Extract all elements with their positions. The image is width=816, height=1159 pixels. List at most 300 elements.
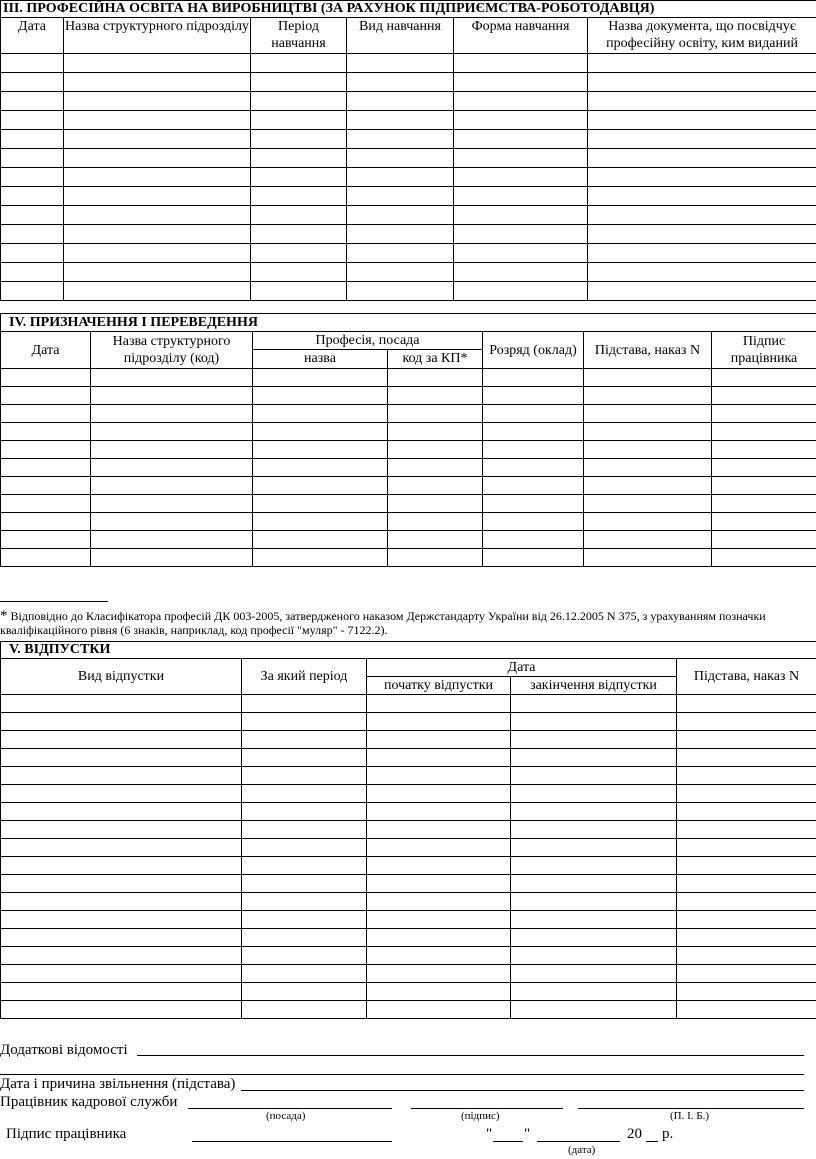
table-cell[interactable] [588, 263, 816, 282]
table-cell[interactable] [367, 695, 511, 713]
table-cell[interactable] [511, 857, 677, 875]
table-cell[interactable] [588, 225, 816, 244]
table-cell[interactable] [584, 513, 712, 531]
table-cell[interactable] [253, 531, 388, 549]
table-cell[interactable] [242, 875, 367, 893]
table-row [1, 947, 816, 965]
table-cell[interactable] [677, 767, 816, 785]
table-cell[interactable] [1, 206, 64, 225]
table-cell[interactable] [91, 495, 253, 513]
table-row [1, 857, 816, 875]
table-cell[interactable] [91, 441, 253, 459]
table-cell[interactable] [347, 92, 454, 111]
table-cell[interactable] [511, 947, 677, 965]
table-cell[interactable] [367, 947, 511, 965]
table-cell[interactable] [483, 405, 584, 423]
table-cell[interactable] [64, 168, 251, 187]
table-cell[interactable] [483, 423, 584, 441]
table-cell[interactable] [367, 767, 511, 785]
table-cell[interactable] [1, 244, 64, 263]
table-cell[interactable] [1, 713, 242, 731]
table-cell[interactable] [588, 130, 816, 149]
table-cell[interactable] [242, 911, 367, 929]
day-field[interactable] [493, 1141, 523, 1142]
table-cell[interactable] [367, 749, 511, 767]
table-cell[interactable] [1, 282, 64, 301]
table-cell[interactable] [511, 929, 677, 947]
table-cell[interactable] [1, 821, 242, 839]
header-basis: Підстава, наказ N [584, 332, 712, 369]
table-cell[interactable] [242, 839, 367, 857]
additional-info-field-2[interactable] [0, 1074, 804, 1075]
table-cell[interactable] [242, 713, 367, 731]
table-cell[interactable] [1, 387, 91, 405]
table-cell[interactable] [483, 459, 584, 477]
table-cell[interactable] [64, 187, 251, 206]
table-cell[interactable] [388, 405, 483, 423]
table-cell[interactable] [677, 785, 816, 803]
table-cell[interactable] [367, 965, 511, 983]
table-cell[interactable] [242, 785, 367, 803]
table-cell[interactable] [347, 168, 454, 187]
table-row [1, 803, 816, 821]
table-cell[interactable] [242, 947, 367, 965]
table-cell[interactable] [454, 92, 588, 111]
table-cell[interactable] [64, 263, 251, 282]
table-cell[interactable] [1, 369, 91, 387]
table-cell[interactable] [242, 965, 367, 983]
table-cell[interactable] [1, 875, 242, 893]
table-cell[interactable] [584, 459, 712, 477]
table-cell[interactable] [454, 149, 588, 168]
section3-body [1, 54, 816, 301]
table-cell[interactable] [511, 713, 677, 731]
table-cell[interactable] [251, 244, 347, 263]
table-cell[interactable] [588, 244, 816, 263]
table-cell[interactable] [242, 749, 367, 767]
table-cell[interactable] [347, 54, 454, 73]
table-cell[interactable] [367, 983, 511, 1001]
dismissal-field[interactable] [241, 1090, 804, 1091]
table-cell[interactable] [367, 803, 511, 821]
table-cell[interactable] [588, 149, 816, 168]
table-cell[interactable] [677, 821, 816, 839]
table-cell[interactable] [388, 369, 483, 387]
table-cell[interactable] [454, 187, 588, 206]
table-cell[interactable] [677, 965, 816, 983]
table-cell[interactable] [677, 857, 816, 875]
table-cell[interactable] [253, 405, 388, 423]
table-cell[interactable] [588, 92, 816, 111]
table-cell[interactable] [1, 405, 91, 423]
table-cell[interactable] [588, 73, 816, 92]
table-cell[interactable] [388, 477, 483, 495]
table-cell[interactable] [251, 168, 347, 187]
table-cell[interactable] [712, 513, 816, 531]
hr-position-field[interactable] [188, 1108, 392, 1109]
table-cell[interactable] [251, 282, 347, 301]
table-cell[interactable] [1, 441, 91, 459]
table-cell[interactable] [251, 187, 347, 206]
additional-info-label: Додаткові відомості [0, 1042, 128, 1058]
table-cell[interactable] [677, 893, 816, 911]
table-cell[interactable] [253, 477, 388, 495]
table-cell[interactable] [584, 441, 712, 459]
table-cell[interactable] [454, 111, 588, 130]
table-row [1, 387, 816, 405]
table-cell[interactable] [1, 423, 91, 441]
table-cell[interactable] [584, 369, 712, 387]
table-cell[interactable] [1, 459, 91, 477]
table-cell[interactable] [91, 459, 253, 477]
date-quote-open: " [486, 1126, 493, 1142]
table-cell[interactable] [454, 263, 588, 282]
table-row [1, 1001, 816, 1019]
table-cell[interactable] [454, 130, 588, 149]
table-cell[interactable] [242, 731, 367, 749]
table-cell[interactable] [1, 947, 242, 965]
table-cell[interactable] [511, 731, 677, 749]
table-cell[interactable] [242, 983, 367, 1001]
table-cell[interactable] [588, 206, 816, 225]
table-cell[interactable] [367, 1001, 511, 1019]
table-cell[interactable] [454, 54, 588, 73]
table-cell[interactable] [367, 839, 511, 857]
table-cell[interactable] [253, 495, 388, 513]
table-cell[interactable] [242, 803, 367, 821]
table-cell[interactable] [712, 369, 816, 387]
table-row [1, 369, 816, 387]
table-cell[interactable] [712, 423, 816, 441]
table-row [1, 206, 816, 225]
table-cell[interactable] [64, 54, 251, 73]
table-cell[interactable] [588, 282, 816, 301]
table-cell[interactable] [483, 369, 584, 387]
section5-body [1, 695, 816, 1019]
table-cell[interactable] [367, 929, 511, 947]
table-cell[interactable] [1, 731, 242, 749]
table-cell[interactable] [677, 1001, 816, 1019]
table-cell[interactable] [91, 405, 253, 423]
table-cell[interactable] [677, 695, 816, 713]
table-cell[interactable] [242, 767, 367, 785]
table-cell[interactable] [454, 73, 588, 92]
signature-caption: (підпис) [461, 1110, 500, 1122]
table-cell[interactable] [242, 893, 367, 911]
table-cell[interactable] [454, 244, 588, 263]
section4-title: IV. ПРИЗНАЧЕННЯ І ПЕРЕВЕДЕННЯ [1, 314, 816, 332]
table-cell[interactable] [367, 785, 511, 803]
table-cell[interactable] [677, 749, 816, 767]
hr-name-field[interactable] [578, 1108, 804, 1109]
header-leave-type: Вид відпустки [1, 659, 242, 695]
table-cell[interactable] [347, 73, 454, 92]
date-quote-close: " [524, 1126, 531, 1142]
table-cell[interactable] [712, 549, 816, 567]
table-cell[interactable] [584, 387, 712, 405]
table-cell[interactable] [253, 441, 388, 459]
table-cell[interactable] [1, 839, 242, 857]
table-cell[interactable] [511, 749, 677, 767]
table-cell[interactable] [64, 225, 251, 244]
table-cell[interactable] [388, 423, 483, 441]
table-cell[interactable] [253, 423, 388, 441]
date-caption: (дата) [568, 1144, 596, 1156]
table-cell[interactable] [347, 149, 454, 168]
table-cell[interactable] [712, 387, 816, 405]
table-cell[interactable] [1, 92, 64, 111]
table-cell[interactable] [1, 767, 242, 785]
table-row [1, 785, 816, 803]
table-cell[interactable] [64, 73, 251, 92]
table-cell[interactable] [511, 803, 677, 821]
table-cell[interactable] [1, 695, 242, 713]
table-cell[interactable] [584, 423, 712, 441]
section3-table [0, 0, 816, 301]
table-cell[interactable] [1, 513, 91, 531]
table-cell[interactable] [64, 149, 251, 168]
table-cell[interactable] [91, 423, 253, 441]
table-cell[interactable] [584, 477, 712, 495]
table-cell[interactable] [511, 785, 677, 803]
table-cell[interactable] [388, 459, 483, 477]
table-cell[interactable] [483, 477, 584, 495]
table-cell[interactable] [677, 911, 816, 929]
table-cell[interactable] [242, 695, 367, 713]
table-cell[interactable] [511, 767, 677, 785]
table-cell[interactable] [347, 244, 454, 263]
table-cell[interactable] [483, 531, 584, 549]
table-cell[interactable] [677, 803, 816, 821]
table-cell[interactable] [367, 911, 511, 929]
table-cell[interactable] [91, 513, 253, 531]
table-cell[interactable] [91, 387, 253, 405]
table-cell[interactable] [367, 875, 511, 893]
table-cell[interactable] [347, 130, 454, 149]
table-cell[interactable] [511, 695, 677, 713]
table-cell[interactable] [712, 477, 816, 495]
table-row [1, 405, 816, 423]
table-cell[interactable] [677, 947, 816, 965]
table-cell[interactable] [251, 225, 347, 244]
table-cell[interactable] [367, 893, 511, 911]
table-cell[interactable] [588, 54, 816, 73]
table-cell[interactable] [1, 857, 242, 875]
table-cell[interactable] [454, 168, 588, 187]
table-cell[interactable] [367, 857, 511, 875]
table-cell[interactable] [588, 168, 816, 187]
table-cell[interactable] [483, 495, 584, 513]
table-cell[interactable] [1, 149, 64, 168]
section3-title: ІІІ. ПРОФЕСІЙНА ОСВІТА НА ВИРОБНИЦТВІ (ЗА РАХУНОК ПІДПРИЄМСТВА-РОБОТОДАВЦЯ) [1, 1, 816, 18]
table-row [1, 225, 816, 244]
employee-signature-label: Підпис працівника [6, 1126, 127, 1142]
header-document: Назва документа, що посвідчує професійну освіту, ким виданий [588, 18, 816, 54]
table-cell[interactable] [511, 911, 677, 929]
table-cell[interactable] [253, 369, 388, 387]
table-cell[interactable] [388, 549, 483, 567]
table-cell[interactable] [1, 965, 242, 983]
table-cell[interactable] [712, 405, 816, 423]
table-cell[interactable] [1, 130, 64, 149]
table-cell[interactable] [347, 282, 454, 301]
table-cell[interactable] [347, 225, 454, 244]
header-leave-date: Дата [367, 659, 677, 677]
table-cell[interactable] [251, 73, 347, 92]
table-cell[interactable] [511, 839, 677, 857]
footnote-separator [0, 601, 108, 602]
table-cell[interactable] [483, 441, 584, 459]
header-leave-basis: Підстава, наказ N [677, 659, 816, 695]
table-cell[interactable] [1, 803, 242, 821]
table-row [1, 54, 816, 73]
table-cell[interactable] [454, 206, 588, 225]
section4-table [0, 313, 816, 567]
table-cell[interactable] [1, 531, 91, 549]
table-row [1, 911, 816, 929]
table-cell[interactable] [677, 839, 816, 857]
table-cell[interactable] [388, 495, 483, 513]
table-cell[interactable] [511, 893, 677, 911]
table-cell[interactable] [712, 441, 816, 459]
table-cell[interactable] [1, 1001, 242, 1019]
additional-info-field[interactable] [137, 1055, 804, 1056]
table-row [1, 929, 816, 947]
table-cell[interactable] [1, 893, 242, 911]
table-cell[interactable] [253, 513, 388, 531]
table-cell[interactable] [347, 187, 454, 206]
year-prefix: 20 [627, 1126, 642, 1142]
dismissal-label: Дата і причина звільнення (підстава) [0, 1076, 236, 1092]
table-cell[interactable] [1, 549, 91, 567]
table-cell[interactable] [64, 282, 251, 301]
table-cell[interactable] [367, 731, 511, 749]
table-cell[interactable] [64, 206, 251, 225]
table-row [1, 821, 816, 839]
table-cell[interactable] [483, 513, 584, 531]
table-cell[interactable] [253, 387, 388, 405]
table-cell[interactable] [483, 549, 584, 567]
employee-signature-field[interactable] [192, 1141, 392, 1142]
table-cell[interactable] [483, 387, 584, 405]
table-cell[interactable] [91, 531, 253, 549]
table-cell[interactable] [242, 929, 367, 947]
table-cell[interactable] [253, 459, 388, 477]
year-suffix: р. [662, 1126, 674, 1142]
table-cell[interactable] [1, 73, 64, 92]
table-cell[interactable] [511, 983, 677, 1001]
table-row [1, 983, 816, 1001]
header-profession-name: назва [253, 350, 388, 369]
table-cell[interactable] [91, 477, 253, 495]
table-cell[interactable] [712, 495, 816, 513]
hr-signature-field[interactable] [411, 1108, 563, 1109]
table-cell[interactable] [251, 111, 347, 130]
table-cell[interactable] [1, 495, 91, 513]
table-cell[interactable] [1, 168, 64, 187]
table-cell[interactable] [347, 111, 454, 130]
table-cell[interactable] [64, 130, 251, 149]
table-cell[interactable] [64, 111, 251, 130]
table-cell[interactable] [584, 495, 712, 513]
table-cell[interactable] [584, 531, 712, 549]
table-cell[interactable] [454, 225, 588, 244]
footnote [0, 609, 812, 637]
table-cell[interactable] [242, 1001, 367, 1019]
year-field[interactable] [646, 1141, 658, 1142]
table-cell[interactable] [511, 1001, 677, 1019]
table-cell[interactable] [367, 821, 511, 839]
table-cell[interactable] [677, 875, 816, 893]
table-cell[interactable] [511, 965, 677, 983]
table-cell[interactable] [588, 111, 816, 130]
table-cell[interactable] [1, 983, 242, 1001]
table-cell[interactable] [91, 549, 253, 567]
table-row [1, 149, 816, 168]
table-cell[interactable] [1, 54, 64, 73]
table-row [1, 531, 816, 549]
table-cell[interactable] [677, 731, 816, 749]
table-cell[interactable] [242, 857, 367, 875]
table-cell[interactable] [251, 92, 347, 111]
table-cell[interactable] [1, 477, 91, 495]
month-field[interactable] [537, 1141, 620, 1142]
table-cell[interactable] [388, 513, 483, 531]
table-cell[interactable] [388, 387, 483, 405]
table-cell[interactable] [454, 282, 588, 301]
table-cell[interactable] [347, 206, 454, 225]
table-cell[interactable] [242, 821, 367, 839]
table-cell[interactable] [677, 983, 816, 1001]
table-cell[interactable] [584, 405, 712, 423]
table-cell[interactable] [677, 929, 816, 947]
table-cell[interactable] [251, 206, 347, 225]
table-cell[interactable] [677, 713, 816, 731]
table-cell[interactable] [251, 149, 347, 168]
table-cell[interactable] [251, 263, 347, 282]
table-cell[interactable] [367, 713, 511, 731]
table-cell[interactable] [64, 92, 251, 111]
table-cell[interactable] [1, 785, 242, 803]
section5-table [0, 641, 816, 1019]
table-cell[interactable] [347, 263, 454, 282]
header-profession: Професія, посада [253, 332, 483, 350]
table-cell[interactable] [388, 531, 483, 549]
table-cell[interactable] [64, 244, 251, 263]
table-cell[interactable] [388, 441, 483, 459]
table-cell[interactable] [253, 549, 388, 567]
table-cell[interactable] [1, 749, 242, 767]
section4-body [1, 369, 816, 567]
table-cell[interactable] [1, 263, 64, 282]
table-cell[interactable] [91, 369, 253, 387]
table-cell[interactable] [588, 187, 816, 206]
table-cell[interactable] [1, 111, 64, 130]
footnote-star: * [0, 608, 8, 624]
table-cell[interactable] [1, 225, 64, 244]
table-cell[interactable] [584, 549, 712, 567]
table-cell[interactable] [511, 875, 677, 893]
header-unit: Назва структурного підрозділу [64, 18, 251, 54]
table-cell[interactable] [251, 54, 347, 73]
table-cell[interactable] [511, 821, 677, 839]
table-cell[interactable] [712, 531, 816, 549]
table-cell[interactable] [1, 187, 64, 206]
table-cell[interactable] [712, 459, 816, 477]
table-cell[interactable] [1, 929, 242, 947]
table-cell[interactable] [1, 911, 242, 929]
table-cell[interactable] [251, 130, 347, 149]
